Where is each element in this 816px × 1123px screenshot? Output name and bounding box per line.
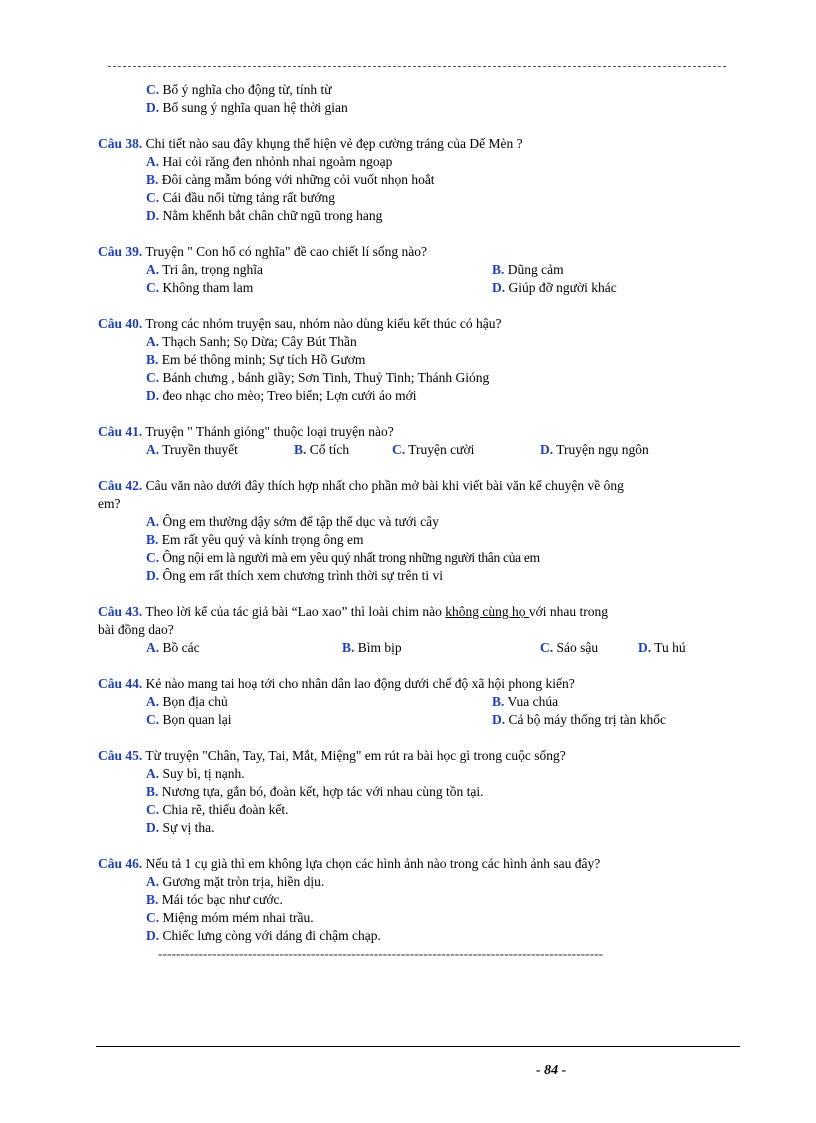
page-content: [98, 81, 738, 963]
question-44: Câu 44. Kẻ nào mang tai hoạ tới cho nhân dân lao động dưới chế độ xã hội phong kiến?: [98, 676, 575, 691]
page-number: - 84 -: [536, 1063, 567, 1078]
end-separator: ---------------------------------------------------------------------------------------------------: [158, 946, 604, 961]
q41-option-d: D. Truyện ngụ ngôn: [540, 442, 649, 457]
q38-option-d: D. Nằm khểnh bắt chân chữ ngũ trong hang: [146, 208, 383, 223]
q39-option-d: D. Giúp đỡ người khác: [492, 280, 617, 295]
q43-options-row: [98, 639, 738, 657]
q39-options-row-2: [98, 279, 738, 297]
question-43: Câu 43. Theo lời kể của tác giả bài “Lao xao” thì loài chim nào không cùng họ với nhau trong: [98, 604, 609, 619]
q43-option-a: A. Bồ các: [146, 640, 200, 655]
q42-option-a: A. Ông em thường dậy sớm để tập thể dục và tưới cây: [146, 514, 439, 529]
q45-option-a: A. Suy bì, tị nạnh.: [146, 766, 245, 781]
q38-option-a: A. Hai cỏi răng đen nhỏnh nhai ngoàm ngoạp: [146, 154, 393, 169]
q44-option-d: D. Cả bộ máy thống trị tàn khốc: [492, 712, 666, 727]
q44-options-row-2: [98, 711, 738, 729]
q42-option-b: B. Em rất yêu quý và kính trọng ông em: [146, 532, 364, 547]
question-42: Câu 42. Câu văn nào dưới đây thích hợp nhất cho phần mở bài khi viết bài văn kể chuyện về ông: [98, 478, 624, 493]
q44-option-a: A. Bọn địa chủ: [146, 694, 228, 709]
q44-options-row-1: [98, 693, 738, 711]
q45-option-d: D. Sự vị tha.: [146, 820, 215, 835]
q46-option-c: C. Miệng móm mém nhai trầu.: [146, 910, 314, 925]
q38-option-c: C. Cái đầu nổi từng tảng rất bướng: [146, 190, 335, 205]
question-38: Câu 38. Chi tiết nào sau đây khụng thể hiện vẻ đẹp cường tráng của Dế Mèn ?: [98, 136, 523, 151]
q46-option-a: A. Gương mặt tròn trịa, hiền dịu.: [146, 874, 325, 889]
underlined-phrase: không cùng họ: [445, 604, 529, 619]
q39-option-c: C. Không tham lam: [146, 280, 254, 295]
q43-option-c: C. Sáo sậu: [540, 640, 599, 655]
q41-option-c: C. Truyện cười: [392, 442, 475, 457]
question-45: Câu 45. Từ truyện "Chân, Tay, Tai, Mắt, Miệng" em rút ra bài học gì trong cuộc sống?: [98, 748, 566, 763]
q44-option-c: C. Bọn quan lại: [146, 712, 232, 727]
option-c: C. Bổ ý nghĩa cho động từ, tính từ: [146, 82, 332, 97]
q45-option-c: C. Chia rẽ, thiếu đoàn kết.: [146, 802, 289, 817]
question-41: Câu 41. Truyện " Thánh gióng" thuộc loại truyện nào?: [98, 424, 394, 439]
question-40: Câu 40. Trong các nhóm truyện sau, nhóm nào dùng kiểu kết thúc có hậu?: [98, 316, 502, 331]
q41-option-a: A. Truyền thuyết: [146, 442, 238, 457]
q39-options-row-1: [98, 261, 738, 279]
question-43-cont: bài đồng dao?: [98, 622, 174, 637]
option-d: D. Bổ sung ý nghĩa quan hệ thời gian: [146, 100, 348, 115]
q43-option-d: D. Tu hú: [638, 640, 686, 655]
q39-option-b: B. Dũng cảm: [492, 262, 564, 277]
q43-option-b: B. Bìm bịp: [342, 640, 402, 655]
question-42-cont: em?: [98, 496, 121, 511]
q46-option-b: B. Mái tóc bạc như cước.: [146, 892, 283, 907]
q41-option-b: B. Cổ tích: [294, 442, 350, 457]
question-46: Câu 46. Nếu tả 1 cụ già thì em không lựa chọn các hình ảnh nào trong các hình ảnh sau đây?: [98, 856, 601, 871]
q38-option-b: B. Đôi càng mẫm bóng với những cỏi vuốt nhọn hoắt: [146, 172, 435, 187]
q40-option-a: A. Thạch Sanh; Sọ Dừa; Cây Bút Thần: [146, 334, 357, 349]
footer-rule: [96, 1046, 740, 1047]
q42-option-d: D. Ông em rất thích xem chương trình thời sự trên ti vi: [146, 568, 443, 583]
q42-option-c: C. Ông nội em là người mà em yêu quý nhất trong những người thân của em: [146, 550, 540, 565]
q40-option-c: C. Bánh chưng , bánh giầy; Sơn Tinh, Thuỷ Tinh; Thánh Gióng: [146, 370, 490, 385]
q44-option-b: B. Vua chúa: [492, 694, 559, 709]
question-39: Câu 39. Truyện " Con hổ có nghĩa" đề cao chiết lí sống nào?: [98, 244, 427, 259]
q41-options-row: [98, 441, 738, 459]
q46-option-d: D. Chiếc lưng còng với dáng đi chậm chạp.: [146, 928, 381, 943]
q45-option-b: B. Nương tựa, gắn bó, đoàn kết, hợp tác với nhau cùng tồn tại.: [146, 784, 484, 799]
q40-option-b: B. Em bé thông minh; Sự tích Hồ Gươm: [146, 352, 366, 367]
top-dashed-rule: [108, 66, 726, 67]
q40-option-d: D. đeo nhạc cho mèo; Treo biển; Lợn cưới áo mới: [146, 388, 417, 403]
q39-option-a: A. Tri ân, trọng nghĩa: [146, 262, 264, 277]
